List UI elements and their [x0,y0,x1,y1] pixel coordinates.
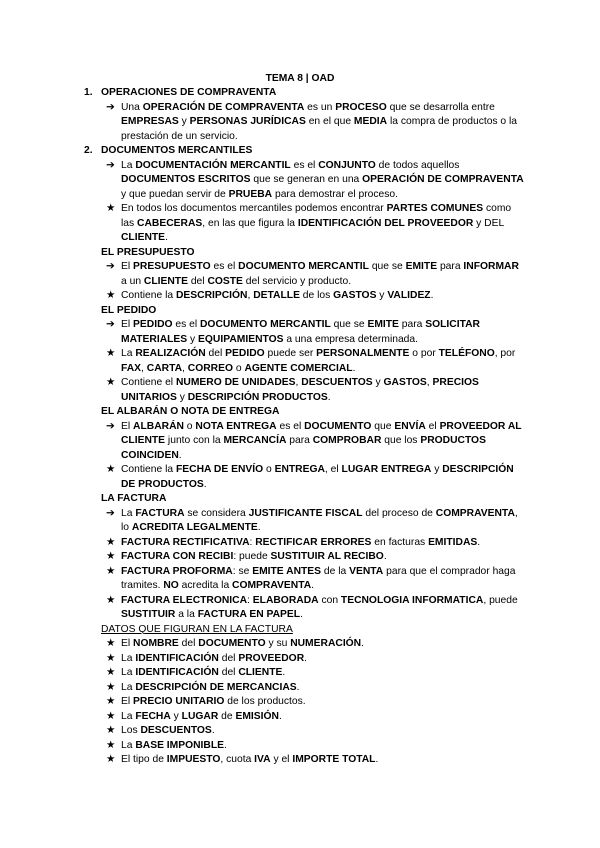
bold-text: ALBARÁN [133,420,184,432]
section-number: 1. [84,87,93,98]
bold-text: PRODUCTOS COINCIDEN [121,435,486,461]
star-bullet-icon: ★ [106,464,116,475]
text: Los [121,725,141,736]
bold-text: PERSONALMENTE [316,348,410,359]
text: , puede [483,594,518,606]
bold-text: FACTURA ELECTRONICA [121,594,248,606]
bold-text: GASTOS [333,290,377,301]
list-item [84,550,524,565]
bold-text: MEDIA [353,116,388,127]
text: el [425,420,440,432]
bold-text: DESCUENTOS [301,377,373,388]
bold-text: NO [163,580,179,591]
list-item [84,637,524,652]
text: . [282,667,286,678]
bold-text: EMPRESAS [121,116,179,127]
bold-text: IMPORTE TOTAL [292,754,376,765]
text: y [187,333,199,345]
text: El [121,638,134,649]
bold-text: FACTURA RECTIFICATIVA [121,536,250,548]
text: para [286,435,313,446]
text: o [263,464,275,475]
text: del proceso de [362,507,436,519]
bold-text: DESCRIPCIÓN DE MERCANCIAS [135,681,297,693]
bold-text: AGENTE COMERCIAL [244,362,353,374]
text: La [121,739,136,751]
text: . [211,725,215,736]
text: y que puedan servir de [121,188,229,200]
bold-text: EMITE [405,261,438,272]
text: que se [330,319,368,330]
list-item [84,159,524,203]
text: , por [494,348,516,359]
text: del [178,638,199,649]
text: . [203,478,207,490]
page-title: TEMA 8 | OAD [265,73,335,84]
star-bullet-icon: ★ [106,536,116,548]
text: que los [381,435,421,446]
text: de todos aquellos [375,159,460,171]
text: junto con la [165,435,224,446]
subsection-heading-underlined: DATOS QUE FIGURAN EN LA FACTURA [101,623,293,635]
text: . [375,754,379,765]
bold-text: DESCUENTOS [140,725,212,736]
bold-text: OPERACIÓN DE COMPRAVENTA [362,174,524,185]
text: : [249,536,256,548]
star-bullet-icon: ★ [106,667,116,678]
text: del [218,667,239,678]
list-item [84,289,524,304]
bold-text: PRESUPUESTO [133,261,211,272]
bold-text: FACTURA PROFORMA [121,565,233,577]
bold-text: NUMERACIÓN [290,638,362,649]
text: o por [409,348,439,359]
text: que se [368,261,406,272]
text: para [437,261,464,272]
bold-text: DOCUMENTO MERCANTIL [238,261,369,272]
text: como las [121,203,512,229]
bold-text: CARTA [146,362,183,374]
text: . [311,580,315,591]
text: puede ser [264,348,317,359]
bold-text: IVA [254,754,271,765]
list-item [84,652,524,667]
bold-text: PROCESO [335,101,387,113]
bold-text: COMPRAVENTA [435,507,515,519]
text: para [398,319,426,330]
bold-text: DOCUMENTACIÓN MERCANTIL [135,159,291,171]
text: La [121,159,136,171]
text: . [361,638,364,649]
text: El [121,420,134,432]
star-bullet-icon: ★ [106,565,116,577]
list-item [84,318,524,347]
text: : [247,594,253,606]
list-item [84,565,524,594]
text: . [383,551,387,562]
list-item [84,420,524,464]
text: Contiene el [121,377,176,388]
text: es el [276,420,305,432]
text: y [178,116,190,127]
bold-text: VENTA [349,565,384,577]
text: del [218,652,239,664]
bold-text: CORREO [187,362,233,374]
text: o [232,362,245,374]
text: acredita la [178,580,233,591]
star-bullet-icon: ★ [106,551,116,562]
text: en el que [305,116,354,127]
star-bullet-icon: ★ [106,203,116,214]
text: es el [290,159,319,171]
text: , [182,362,188,374]
bold-text: RECTIFICAR ERRORES [255,536,372,548]
arrow-bullet-icon: ➔ [106,319,115,330]
star-bullet-icon: ★ [106,638,116,649]
text: La [121,681,136,693]
text: del [187,275,208,287]
text: Contiene la [121,290,176,301]
bold-text: FACTURA CON RECIBI [121,551,234,562]
bold-text: EMITIDAS [428,536,478,548]
text: La [121,710,136,722]
star-bullet-icon: ★ [106,594,116,606]
text: en facturas [371,536,429,548]
bold-text: ENVÍA [394,420,426,432]
bold-text: IMPUESTO [166,754,221,765]
text: , el [324,464,342,475]
list-item [84,710,524,725]
text: o [183,420,196,432]
arrow-bullet-icon: ➔ [106,261,115,272]
bold-text: COMPROBAR [312,435,382,446]
bold-text: CLIENTE [143,275,188,287]
text: es un [304,101,336,113]
section-number: 2. [84,145,93,156]
bold-text: PROVEEDOR [238,652,305,664]
bold-text: PRECIO UNITARIO [133,696,225,707]
text: La [121,667,136,678]
text: y [176,391,188,403]
text: para que el comprador haga tramites. [121,565,516,591]
bold-text: OPERACIÓN DE COMPRAVENTA [142,101,305,113]
bold-text: SUSTITUIR AL RECIBO [270,551,384,562]
text: de los [299,290,334,301]
bold-text: DESCRIPCIÓN [175,290,248,301]
text: , [247,290,254,301]
text: y su [265,638,291,649]
text: que se generan en una [250,174,363,185]
bold-text: ELABORADA [252,594,319,606]
text: y el [270,754,293,765]
bold-text: DOCUMENTO [304,420,372,432]
text: y [376,290,388,301]
bold-text: DOCUMENTOS ESCRITOS [121,174,251,185]
bold-text: DESCRIPCIÓN PRODUCTOS [187,391,328,403]
text: de los productos. [224,696,306,707]
text: . [278,710,282,722]
bold-text: PERSONAS JURÍDICAS [189,116,306,127]
text: . [352,362,356,374]
text: : se [232,565,253,577]
text: . [257,522,261,533]
text: , [295,377,302,388]
text: El [121,319,134,330]
text: se considera [184,507,249,519]
bold-text: FACTURA [135,507,185,519]
text: La [121,507,136,519]
bold-text: TECNOLOGIA INFORMATICA [340,594,484,606]
list-item [84,101,524,145]
text: . [178,449,182,461]
list-item [84,724,524,739]
star-bullet-icon: ★ [106,290,116,301]
star-bullet-icon: ★ [106,377,116,388]
bold-text: DOCUMENTO MERCANTIL [200,319,331,330]
bold-text: JUSTIFICANTE FISCAL [248,507,363,519]
text: . [224,739,227,751]
bold-text: CABECERAS [137,217,203,229]
text: y DEL [473,217,504,229]
text: a la [175,609,198,620]
bold-text: TELÉFONO [438,348,495,359]
list-item [84,260,524,289]
bold-text: EMISIÓN [235,710,279,722]
text: , [141,362,147,374]
star-bullet-icon: ★ [106,348,116,359]
text: y [170,710,182,722]
arrow-bullet-icon: ➔ [106,159,115,171]
list-item [84,681,524,696]
bold-text: SUSTITUIR [121,609,176,620]
text: . [165,232,168,243]
text: . [477,536,481,548]
bold-text: IDENTIFICACIÓN DEL PROVEEDOR [297,217,474,229]
text: es el [210,261,239,272]
text: , [426,377,433,388]
text: con [318,594,341,606]
subsection-heading: EL PRESUPUESTO [101,246,195,258]
list-item [84,536,524,551]
bold-text: BASE IMPONIBLE [135,739,225,751]
star-bullet-icon: ★ [106,754,116,765]
bold-text: IDENTIFICACIÓN [135,667,219,678]
bold-text: PRECIOS UNITARIOS [121,377,479,403]
text: de la [321,565,350,577]
text: del [205,348,226,359]
document-body [84,86,524,768]
section-heading [84,86,524,101]
bold-text: VALIDEZ [387,290,431,301]
bold-text: CLIENTE [238,667,283,678]
bold-text: SOLICITAR MATERIALES [121,319,480,345]
bold-text: PRUEBA [228,188,273,200]
text: . [296,681,300,693]
bold-text: COSTE [207,275,243,287]
text: para demostrar el proceso. [272,188,399,200]
bold-text: FECHA DE ENVÍO [175,464,264,475]
text: Contiene la [121,464,176,475]
bold-text: NOTA ENTREGA [195,420,277,432]
section-heading-text: OPERACIONES DE COMPRAVENTA [101,87,277,98]
bold-text: ENTREGA [274,464,325,475]
star-bullet-icon: ★ [106,696,116,707]
text: que [371,420,395,432]
bold-text: PARTES COMUNES [386,203,484,214]
text: del servicio y producto. [242,275,352,287]
star-bullet-icon: ★ [106,725,116,736]
star-bullet-icon: ★ [106,739,116,751]
text: . [304,652,308,664]
bold-text: MERCANCÍA [223,435,287,446]
list-item [84,594,524,623]
subsection-heading: EL ALBARÁN O NOTA DE ENTREGA [101,406,280,417]
text: , lo [121,507,518,533]
arrow-bullet-icon: ➔ [106,507,115,519]
bold-text: LUGAR ENTREGA [341,464,432,475]
text: y [372,377,384,388]
arrow-bullet-icon: ➔ [106,101,115,113]
list-item [84,695,524,710]
text: que se desarrolla entre [386,101,495,113]
bold-text: NUMERO DE UNIDADES [175,377,296,388]
subsection-heading: EL PEDIDO [101,304,157,316]
bold-text: PEDIDO [225,348,265,359]
text: Una [121,101,143,113]
bold-text: EQUIPAMIENTOS [198,333,284,345]
bold-text: FAX [121,362,142,374]
bold-text: CONJUNTO [318,159,376,171]
text: y [431,464,443,475]
text: , cuota [220,754,255,765]
bold-text: EMITE [367,319,399,330]
bold-text: FECHA [135,710,171,722]
bold-text: DOCUMENTO [198,638,266,649]
bold-text: PROVEEDOR AL CLIENTE [121,420,522,446]
list-item [84,739,524,754]
bold-text: DESCRIPCIÓN DE PRODUCTOS [121,464,514,490]
list-item [84,753,524,768]
list-item [84,347,524,376]
list-item [84,666,524,681]
bold-text: REALIZACIÓN [135,348,206,359]
text: es el [172,319,200,330]
text: a un [121,275,144,287]
star-bullet-icon: ★ [106,652,116,664]
bold-text: INFORMAR [463,261,519,272]
bold-text: PEDIDO [133,319,173,330]
text: El [121,261,134,272]
text: El tipo de [121,754,167,765]
star-bullet-icon: ★ [106,710,116,722]
text: La [121,348,136,359]
bold-text: COMPRAVENTA [232,580,312,591]
list-item [84,202,524,246]
text: La [121,652,136,664]
star-bullet-icon: ★ [106,681,116,693]
bold-text: LUGAR [181,710,219,722]
bold-text: ACREDITA LEGALMENTE [131,522,258,533]
text: . [300,609,303,620]
arrow-bullet-icon: ➔ [106,420,115,432]
bold-text: EMITE ANTES [252,565,322,577]
bold-text: FACTURA EN PAPEL [197,609,301,620]
text: de [218,710,236,722]
bold-text: IDENTIFICACIÓN [135,652,219,664]
list-item [84,463,524,492]
bold-text: NOMBRE [133,638,179,649]
list-item [84,376,524,405]
text: la compra de productos o la prestación de un servicio. [121,116,518,142]
text: El [121,696,134,707]
bold-text: GASTOS [383,377,427,388]
text: : puede [233,551,271,562]
bold-text: DETALLE [253,290,300,301]
subsection-heading: LA FACTURA [101,493,167,504]
section-heading-text: DOCUMENTOS MERCANTILES [101,145,253,156]
section-heading [84,144,524,159]
bold-text: CLIENTE [121,232,166,243]
text: . [327,391,331,403]
list-item [84,507,524,536]
text: , en las que figura la [202,217,298,229]
text: . [430,290,434,301]
text: En todos los documentos mercantiles podemos encontrar [121,203,387,214]
text: a una empresa determinada. [283,333,418,345]
